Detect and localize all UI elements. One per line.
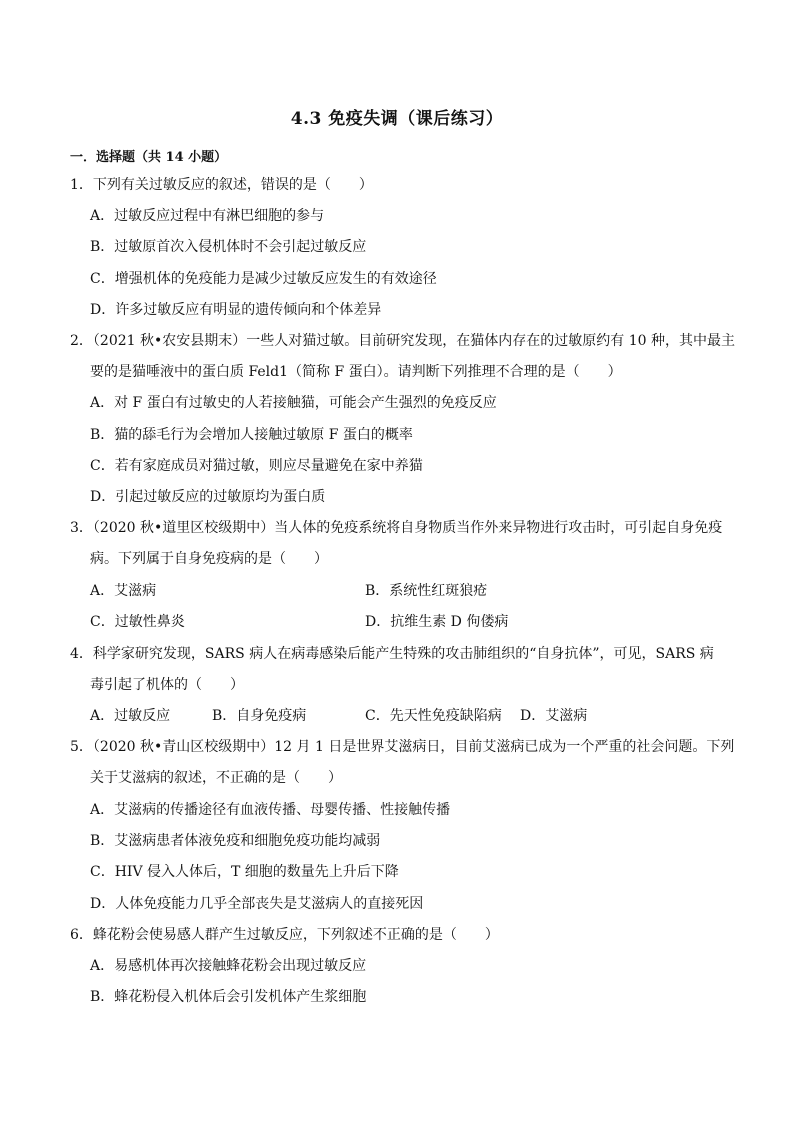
question-4-option-b: B．自身免疫病 [212, 708, 307, 724]
question-2-option-a: A．对 F 蛋白有过敏史的人若接触猫，可能会产生强烈的免疫反应 [90, 395, 497, 411]
question-2-stem-line-1: 2．（2021 秋•农安县期末）一些人对猫过敏。目前研究发现，在猫体内存在的过敏原约有 10 种，其中最主 [70, 333, 735, 349]
question-6-option-a: A．易感机体再次接触蜂花粉会出现过敏反应 [90, 958, 367, 974]
section-heading: 一．选择题（共 14 小题） [70, 150, 228, 165]
question-5-stem-line-2: 关于艾滋病的叙述，不正确的是（ ） [90, 770, 342, 786]
question-5-option-a: A．艾滋病的传播途径有血液传播、母婴传播、性接触传播 [90, 802, 451, 818]
question-3-option-b: B．系统性红斑狼疮 [365, 583, 488, 599]
question-2-option-b: B．猫的舔毛行为会增加人接触过敏原 F 蛋白的概率 [90, 427, 413, 443]
question-1-option-d: D．许多过敏反应有明显的遗传倾向和个体差异 [90, 302, 382, 318]
question-4-stem-line-1: 4．科学家研究发现，SARS 病人在病毒感染后能产生特殊的攻击肺组织的“自身抗体”，可见，SARS 病 [70, 646, 714, 662]
question-3-option-a: A．艾滋病 [90, 583, 157, 599]
question-3-option-d: D．抗维生素 D 佝偻病 [365, 614, 509, 630]
question-1-option-b: B．过敏原首次入侵机体时不会引起过敏反应 [90, 239, 367, 255]
question-1-option-c: C．增强机体的免疫能力是减少过敏反应发生的有效途径 [90, 271, 437, 287]
question-2-option-d: D．引起过敏反应的过敏原均为蛋白质 [90, 489, 326, 505]
question-3-option-c: C．过敏性鼻炎 [90, 614, 185, 630]
question-5-stem-line-1: 5．（2020 秋•青山区校级期中）12 月 1 日是世界艾滋病日，目前艾滋病已成为一个严重的社会问题。下列 [70, 739, 735, 755]
question-5-option-c: C．HIV 侵入人体后，T 细胞的数量先上升后下降 [90, 864, 399, 880]
question-6-option-b: B．蜂花粉侵入机体后会引发机体产生浆细胞 [90, 989, 367, 1005]
question-3-stem-line-2: 病。下列属于自身免疫病的是（ ） [90, 551, 328, 567]
question-2-option-c: C．若有家庭成员对猫过敏，则应尽量避免在家中养猫 [90, 458, 423, 474]
question-4-option-d: D．艾滋病 [520, 708, 588, 724]
question-4-option-c: C．先天性免疫缺陷病 [365, 708, 502, 724]
question-2-stem-line-2: 要的是猫唾液中的蛋白质 Feld1（简称 F 蛋白）。请判断下列推理不合理的是（ ） [90, 364, 622, 380]
question-5-option-d: D．人体免疫能力几乎全部丧失是艾滋病人的直接死因 [90, 896, 424, 912]
question-1-option-a: A．过敏反应过程中有淋巴细胞的参与 [90, 208, 325, 224]
page-title: 4.3 免疫失调（课后练习） [290, 109, 504, 129]
question-3-stem-line-1: 3．（2020 秋•道里区校级期中）当人体的免疫系统将自身物质当作外来异物进行攻击时，可引起自身免疫 [70, 520, 723, 536]
question-1-stem: 1．下列有关过敏反应的叙述，错误的是（ ） [70, 177, 373, 193]
question-4-option-a: A．过敏反应 [90, 708, 171, 724]
question-4-stem-line-2: 毒引起了机体的（ ） [90, 677, 244, 693]
question-5-option-b: B．艾滋病患者体液免疫和细胞免疫功能均减弱 [90, 833, 381, 849]
question-6-stem: 6．蜂花粉会使易感人群产生过敏反应，下列叙述不正确的是（ ） [70, 927, 499, 943]
